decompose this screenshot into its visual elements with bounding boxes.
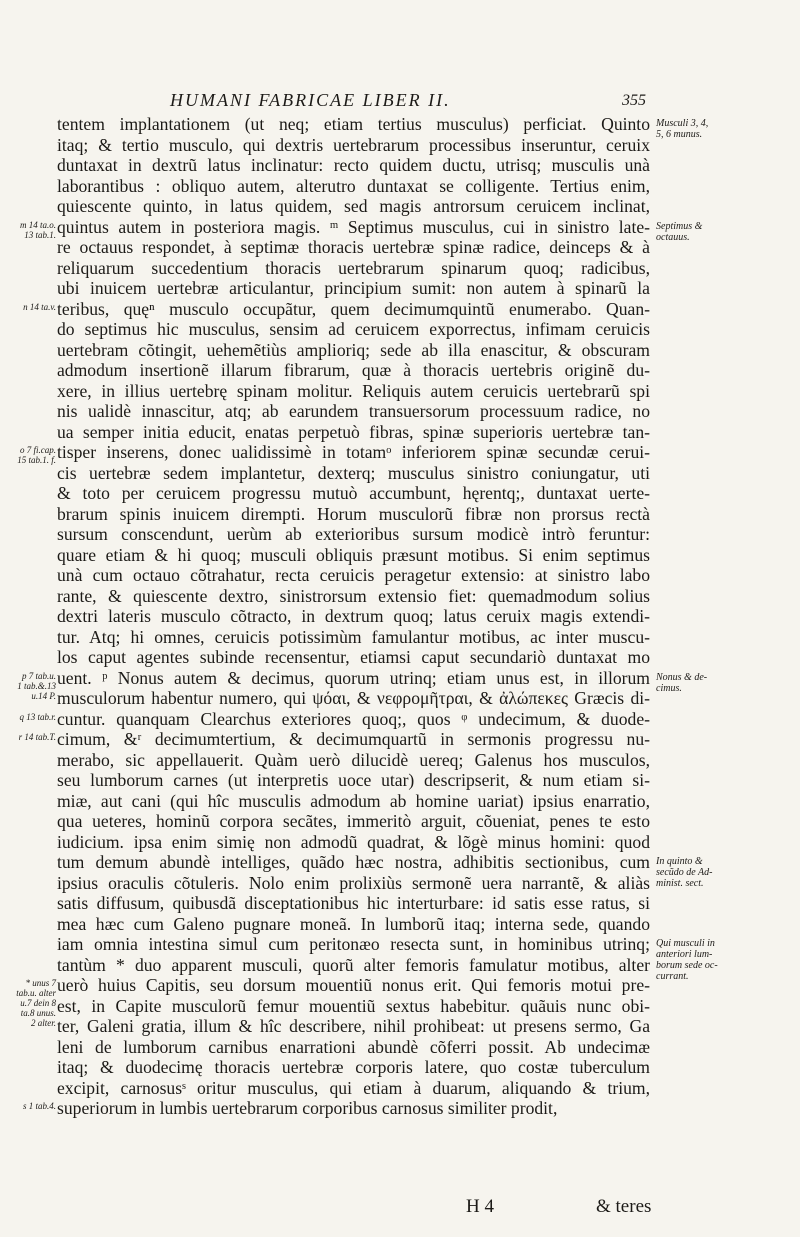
- text-line: cimum, &ʳ decimumtertium, & decimumquartũ in sermonis progressu nu-: [57, 729, 650, 749]
- right-margin-note: In quinto & secũdo de Ad- minist. sect.: [656, 856, 713, 889]
- text-line: admodum insertionẽ illarum fibrarum, quæ à thoracis uertebris originẽ du-: [57, 360, 650, 380]
- text-line: xere, in illius uertebrę spinam molitur. Reliquis autem ceruicis uertebrarũ spi: [57, 380, 650, 401]
- text-line: seu lumborum carnes (ut interpretis uoce utar) descripserit, & num etiam si-: [57, 770, 650, 790]
- text-line: do septimus hic musculus, sensim ad ceruicem exporrectus, infimam ceruicis: [57, 319, 650, 339]
- text-line: nis ualidè innascitur, atq; ab earundem transuersorum processuum radice, no: [57, 401, 650, 421]
- text-line: itaq; & duodecimę thoracis uertebræ corporis latere, quo costæ tuberculum: [57, 1057, 650, 1077]
- right-margin-note: Qui musculi in anteriori lum- borum sede oc- currant.: [656, 938, 718, 982]
- text-line: re octauus respondet, à septimæ thoracis uertebræ spinæ radice, deinceps & à: [57, 237, 650, 257]
- text-line: tisper inserens, donec ualidissimè in totamᵒ inferiorem spinæ secundæ cerui-: [57, 442, 650, 462]
- text-line: mea hæc cum Galeno pugnare moneã. In lumborũ itaq; interna sede, quando: [57, 913, 650, 934]
- right-margin-note: Septimus & octauus.: [656, 220, 703, 243]
- text-line: quiescente quinto, in latus quidem, sed magis antrorsum ceruicem inclinat,: [57, 196, 650, 216]
- page-number: 355: [622, 92, 646, 109]
- text-line: miæ, aut cani (qui hîc musculis admodum ab homine uariat) ipsius enarratio,: [57, 790, 650, 811]
- text-line: ubi inuicem uertebræ articulantur, principium sumit: non autem à spinarũ la: [57, 278, 650, 298]
- right-margin-note: Musculi 3, 4, 5, 6 munus.: [656, 118, 709, 140]
- left-margin-note: r 14 tab.T.: [18, 732, 56, 742]
- text-line: iam omnia intestina simul cum peritonæo resecta sunt, in hominibus utrinq;: [57, 934, 650, 954]
- text-line: cuntur. quanquam Clearchus exteriores quoq;, quos ᵠ undecimum, & duode-: [57, 708, 650, 729]
- text-line: tur. Atq; hi omnes, ceruicis potissimùm famulantur motibus, ac inter muscu-: [57, 626, 650, 647]
- text-line: quintus autem in posteriora magis. ᵐ Septimus musculus, cui in sinistro late-: [57, 216, 650, 237]
- left-margin-note: o 7 fi.cap. 15 tab.1. f.: [17, 445, 56, 465]
- text-line: rante, & quiescente dextro, sinistrorsum extensio fiet: quemadmodum solius: [57, 585, 650, 606]
- text-line: uerò huius Capitis, seu dorsum mouentiũ nonus erit. Qui femoris motui pre-: [57, 975, 650, 995]
- text-line: duntaxat in dextrũ latus inclinatur: recto quidem ductu, utrisq; musculis unà: [57, 155, 650, 175]
- text-line: cis uertebræ sedem implantetur, dexterq; musculus sinistro coniungatur, uti: [57, 462, 650, 483]
- text-line: superiorum in lumbis uertebrarum corporibus carnosus similiter prodit,: [57, 1098, 558, 1118]
- left-margin-note: p 7 tab.u. 1 tab.&.13 u.14 P.: [17, 670, 56, 701]
- left-margin-note: q 13 tab.r.: [19, 711, 56, 722]
- left-margin-note: * unus 7 tab.u. alter u.7 dein 8 ta.8 unus. 2 alter.: [16, 978, 56, 1028]
- text-line: teribus, quęⁿ musculo occupãtur, quem decimumquintũ enumerabo. Quan-: [57, 298, 650, 319]
- main-text: [57, 114, 650, 1119]
- text-line: qua ueteres, hominũ corpora secãtes, immeritò arguit, cõueniat, penes te esto: [57, 811, 650, 831]
- text-line: sursum conscendunt, uerùm ab exterioribus sursum modicè intrò feruntur:: [57, 524, 650, 544]
- text-line: uertebram cõtingit, uehemẽtiùs amplioriq; sede ab illa enascitur, & obscuram: [57, 339, 650, 360]
- text-line: excipit, carnosusˢ oritur musculus, qui etiam à duarum, aliquando & trium,: [57, 1077, 650, 1098]
- text-line: ter, Galeni gratia, illum & hîc describere, nihil prohibeat: ut presens sermo, Ga: [57, 1016, 650, 1036]
- text-line: dextri lateris musculo cõtracto, in dextrum quoq; latus ceruix magis extendi-: [57, 606, 650, 626]
- left-margin-note: n 14 ta.v.: [23, 301, 56, 312]
- catchword: & teres: [596, 1196, 652, 1217]
- text-line: leni de lumborum carnibus enarrationi abundè cõferri possit. Ab undecimæ: [57, 1036, 650, 1057]
- text-line: ua semper initia educit, enatas perpetuò fibras, spinæ superioris uertebræ tan-: [57, 421, 650, 442]
- text-line: iudicium. ipsa enim simię non admodũ quadrat, & lõgè minus homini: quod: [57, 831, 650, 852]
- text-line: unà cum octauo cõtrahatur, recta ceruicis peragetur extensio: at sinistro labo: [57, 565, 650, 585]
- text-line: uent. ᵖ Nonus autem & decimus, quorum utrinq; etiam unus est, in illorum: [57, 667, 650, 688]
- text-line: tantùm * duo apparent musculi, quorũ alter femoris famulatur motibus, alter: [57, 954, 650, 975]
- left-margin-note: m 14 ta.o. 13 tab.1.: [20, 219, 56, 240]
- text-line: itaq; & tertio musculo, qui dextris uertebrarum processibus inseruntur, ceruix: [57, 134, 650, 155]
- text-line: tum demum abundè intelliges, quãdo hæc nostra, adhibitis sectionibus, cum: [57, 852, 650, 872]
- signature-mark: H 4: [466, 1196, 494, 1217]
- text-line: laborantibus : obliquo autem, alterutro duntaxat se colligente. Tertius enim,: [57, 175, 650, 196]
- text-line: quare etiam & hi quoq; musculi obliquis præsunt motibus. Si enim septimus: [57, 544, 650, 565]
- right-margin-note: Nonus & de- cimus.: [656, 671, 708, 694]
- text-line: ipsius oraculis cõtuleris. Nolo enim prolixiùs sermonẽ uera narrantẽ, & aliàs: [57, 872, 650, 893]
- text-line: satis diffusum, quibusdã disceptationibus hic interturbare: id satis esse ratus, si: [57, 893, 650, 913]
- text-line: tentem implantationem (ut neq; etiam tertius musculus) perficiat. Quinto: [57, 114, 650, 134]
- text-line: brarum spinis inuicem dirempti. Horum musculorũ fibræ non prorsus rectà: [57, 503, 650, 524]
- text-line: reliquarum succedentium thoracis uertebrarum spinarum quoq; radicibus,: [57, 257, 650, 278]
- running-head: HUMANI FABRICAE LIBER II.: [170, 90, 451, 110]
- text-line: merabo, sic appellauerit. Quàm uerò dilucidè uereq; Galenus hos musculos,: [57, 749, 650, 770]
- text-line: los caput agentes subinde recensentur, etiamsi caput secundariò duntaxat mo: [57, 647, 650, 667]
- text-line: est, in Capite musculorũ femur mouentiũ sextus habebitur. quãuis nunc obi-: [57, 995, 650, 1016]
- left-margin-note: s 1 tab.4.: [22, 1101, 56, 1111]
- text-line: musculorum habentur numero, qui ψόαι, & νεφρομῆτραι, & ἀλώπεκες Græcis di-: [57, 688, 650, 708]
- text-line: & toto per ceruicem progressu mutuò accumbunt, hęrentq;, duntaxat uerte-: [57, 483, 650, 503]
